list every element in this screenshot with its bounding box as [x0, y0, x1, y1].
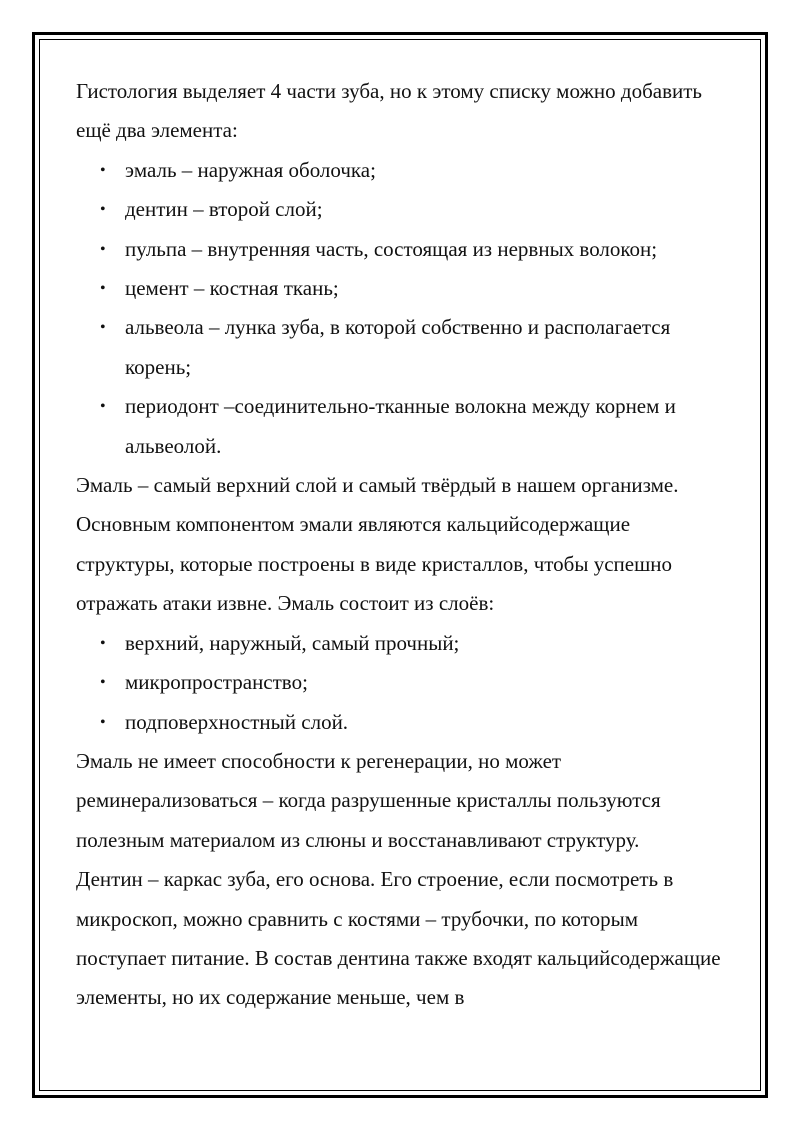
tooth-parts-list — [76, 151, 726, 466]
intro-paragraph: Гистология выделяет 4 части зуба, но к этому списку можно добавить ещё два элемента: — [76, 79, 703, 143]
regeneration-paragraph: Эмаль не имеет способности к регенерации, но может реминерализоваться – когда разрушенные кристаллы пользуются полезным материалом из слюны и восстанавливают структуру. — [76, 748, 661, 852]
dentin-paragraph: Дентин – каркас зуба, его основа. Его строение, если посмотреть в микроскоп, можно сравнить с костями – трубочки, по которым поступает питание. В состав дентина также входят кальцийсодержащие элементы, но их содержание меньше, чем в — [76, 867, 721, 1010]
enamel-paragraph: Эмаль – самый верхний слой и самый твёрдый в нашем организме. Основным компонентом эмали являются кальцийсодержащие структуры, которые построены в виде кристаллов, чтобы успешно отражать атаки извне. Эмаль состоит из слоёв: — [76, 473, 679, 616]
list-item: • эмаль – наружная оболочка; — [125, 151, 726, 190]
list-item: • дентин – второй слой; — [125, 190, 726, 229]
enamel-layers-list — [76, 624, 726, 742]
list-item: • периодонт –соединительно-тканные волокна между корнем и альвеолой. — [125, 387, 726, 466]
list-item: • микропространство; — [125, 663, 726, 702]
document-body — [76, 72, 726, 1018]
list-item: • пульпа – внутренняя часть, состоящая из нервных волокон; — [125, 230, 726, 269]
list-item: • верхний, наружный, самый прочный; — [125, 624, 726, 663]
list-item: • альвеола – лунка зуба, в которой собственно и располагается корень; — [125, 308, 726, 387]
list-item: • подповерхностный слой. — [125, 703, 726, 742]
list-item: • цемент – костная ткань; — [125, 269, 726, 308]
